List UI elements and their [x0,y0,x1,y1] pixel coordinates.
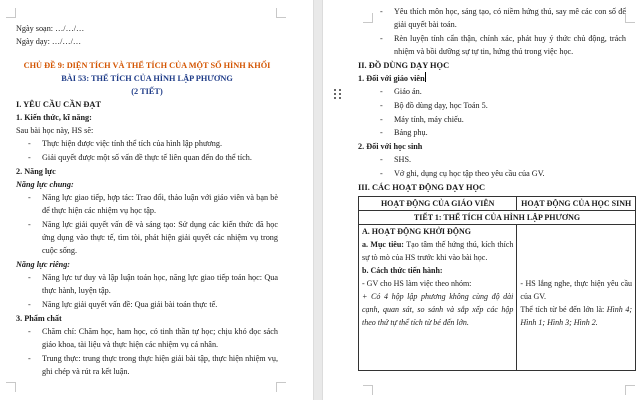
so-tiet: (2 TIẾT) [131,87,163,96]
intro-text: Sau bài học này, HS sẽ: [16,126,94,135]
list-item: - Chăm chỉ: Chăm học, ham học, có tinh thần tự học; chịu khó đọc sách giáo khoa, tài liệu và thực hiện các nhiệm vụ cá nhân. [28,326,278,349]
table-header-row [359,196,636,210]
student-activity-cell[interactable] [517,224,636,370]
task-description: + Có 4 hộp lập phương không cùng độ dài cạnh, quan sát, so sánh và sắp xếp các hộp theo thứ tự thể tích từ bé đến lớn. [362,291,514,327]
list-item: - Năng lực tư duy và lập luận toán học, năng lực giao tiếp toán học: Qua thực hành, luyện tập. [28,272,278,295]
subheading-pham-chat: 3. Phẩm chất [16,313,62,323]
list-item: - Trung thực: trung thực trong thực hiện giải bài tập, thực hiện nhiệm vụ, ghi chép và rút ra kết luận. [28,353,278,376]
table-row [359,224,636,370]
chu-de-title: CHỦ ĐỀ 9: DIỆN TÍCH VÀ THỂ TÍCH CỦA MỘT SỐ HÌNH KHỐI [23,61,271,70]
margin-corner-mark [276,382,286,392]
list-item: - Giáo án. [380,87,422,96]
list-item: - Giải quyết được một số vấn đề thực tế liên quan đến đo thể tích. [28,152,252,162]
hs-response: - HS lắng nghe, thực hiện yêu cầu của GV. [520,278,632,301]
khoi-dong-heading: A. HOẠT ĐỘNG KHỞI ĐỘNG [362,226,471,236]
header-teacher-activity: HOẠT ĐỘNG CỦA GIÁO VIÊN [359,196,517,210]
tiet-heading: TIẾT 1: THỂ TÍCH CỦA HÌNH LẬP PHƯƠNG [359,210,636,224]
list-item: - Yêu thích môn học, sáng tạo, có niềm hứng thú, say mê các con số để giải quyết bài toán. [380,7,626,30]
right-page-content[interactable] [358,5,632,371]
nang-luc-rieng-label: Năng lực riêng: [16,259,71,269]
document-page-left[interactable] [0,0,313,400]
list-item: - Năng lực giải quyết vấn đề: Qua giải bài toán thực tế. [28,299,218,309]
subheading-nang-luc: 2. Năng lực [16,166,56,176]
subheading-giao-vien[interactable]: 1. Đối với giáo viên [358,74,425,83]
list-item: - Năng lực giao tiếp, hợp tác: Trao đổi, thảo luận với giáo viên và bạn bè để thực hiện các nhiệm vụ học tập. [28,192,278,215]
header-student-activity: HOẠT ĐỘNG CỦA HỌC SINH [517,196,636,210]
margin-corner-mark [363,385,373,395]
muc-tieu: a. Mục tiêu: Tạo tâm thế hứng thú, kích thích sự tò mò của HS trước khi vào bài học. [362,239,514,262]
list-item: - Vở ghi, dụng cụ học tập theo yêu cầu của GV. [380,168,545,178]
cach-thuc-heading: b. Cách thức tiến hành: [362,265,443,275]
subheading-hoc-sinh: 2. Đối với học sinh [358,142,423,152]
section-heading-yeu-cau: I. YÊU CẦU CẦN ĐẠT [16,100,102,109]
margin-corner-mark [276,8,286,18]
list-item: - Bộ đồ dùng dạy, học Toán 5. [380,100,488,110]
list-item: - Bảng phụ. [380,128,428,138]
left-page-content[interactable] [16,22,278,379]
ngay-soan: Ngày soạn: …/…/… [16,24,85,33]
teacher-activity-cell[interactable] [359,224,517,370]
margin-corner-mark [6,8,16,18]
margin-corner-mark [625,385,635,395]
bai-title: BÀI 53: THỂ TÍCH CỦA HÌNH LẬP PHƯƠNG [61,74,233,83]
ngay-day: Ngày dạy: …/…/… [16,37,82,46]
list-item: - Máy tính, máy chiếu. [380,114,464,124]
drag-handle-icon[interactable] [334,89,342,99]
list-item: - Năng lực giải quyết vấn đề và sáng tạo: Sử dụng các kiến thức đã học ứng dụng vào thực tế, tìm tòi, phát hiện giải quyết các nhiệm vụ trong cuộc sống. [28,219,278,255]
list-item: - SHS. [380,155,412,165]
section-heading-do-dung: II. ĐỒ DÙNG DẠY HỌC [358,61,450,70]
margin-corner-mark [625,13,635,23]
list-item: - Thực hiện được việc tính thể tích của hình lập phương. [28,139,222,148]
margin-corner-mark [6,382,16,392]
subheading-kien-thuc: 1. Kiến thức, kĩ năng: [16,113,92,122]
list-item: - Rèn luyện tính cẩn thận, chính xác, phát huy ý thức chủ động, trách nhiệm và bồi dưỡng sự tự tin, hứng thú trong việc học. [380,34,626,57]
text-cursor [425,72,426,82]
hs-answer: Thể tích từ bé đến lớn là: Hình 4; Hình 1; Hình 3; Hình 2. [520,304,632,327]
page-gutter [313,0,323,400]
document-page-right[interactable] [323,0,640,400]
gv-instruction: - GV cho HS làm việc theo nhóm: [362,278,472,288]
nang-luc-chung-label: Năng lực chung: [16,179,74,189]
table-row-tiet [359,210,636,224]
section-heading-hoat-dong: III. CÁC HOẠT ĐỘNG DẠY HỌC [358,182,486,192]
activities-table[interactable] [358,196,636,371]
